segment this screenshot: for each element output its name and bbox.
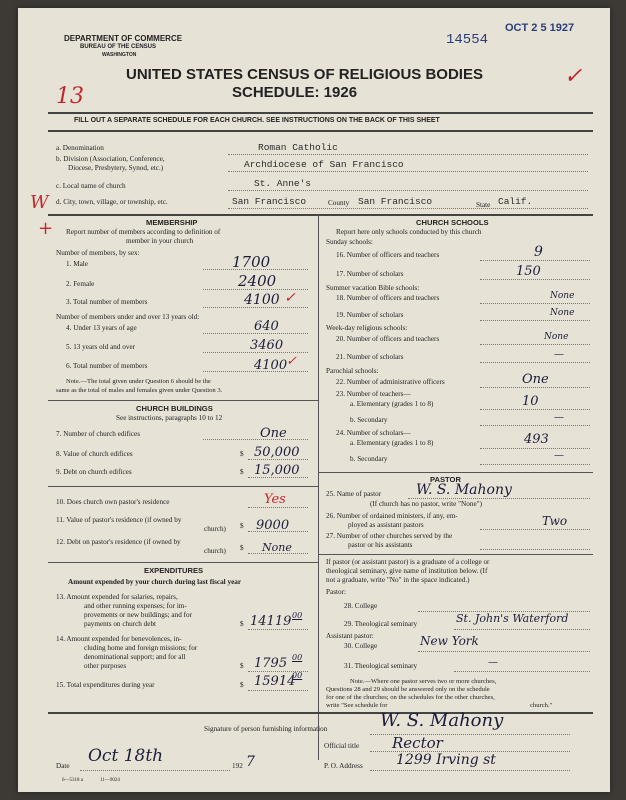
form-title: UNITED STATES CENSUS OF RELIGIOUS BODIES bbox=[126, 66, 483, 83]
division-value: Archdiocese of San Francisco bbox=[244, 159, 404, 170]
denomination-value: Roman Catholic bbox=[258, 142, 338, 153]
q14-cents: 00 bbox=[292, 653, 303, 662]
graduate-instructions: If pastor (or assistant pastor) is a graduate of a college or bbox=[326, 558, 490, 566]
summer-schools-label: Summer vacation Bible schools: bbox=[326, 284, 420, 292]
q28-label: 28. College bbox=[344, 602, 378, 610]
q21-label: 21. Number of scholars bbox=[336, 353, 404, 361]
q1-value: 1700 bbox=[232, 253, 271, 271]
date-label: Date bbox=[56, 762, 70, 770]
pastor-note-3: for one of the churches; on the schedules for the other churches, bbox=[326, 694, 495, 701]
department-label: DEPARTMENT OF COMMERCE bbox=[64, 34, 183, 43]
q23a-value: 10 bbox=[522, 394, 539, 409]
q5-value: 3460 bbox=[250, 338, 284, 353]
q2-value: 2400 bbox=[238, 272, 277, 290]
q15-dollar: $ bbox=[240, 681, 244, 689]
division-label: b. Division (Association, Conference, bbox=[56, 155, 165, 163]
city-value: San Francisco bbox=[232, 196, 307, 207]
membership-intro-2: member in your church bbox=[126, 237, 194, 245]
q19-value: None bbox=[550, 308, 575, 318]
q2-label: 2. Female bbox=[66, 280, 95, 288]
q24-label: 24. Number of scholars— bbox=[336, 429, 411, 437]
q14-label-4: other purposes bbox=[84, 662, 127, 670]
q3-check: ✓ bbox=[284, 290, 296, 306]
q4-value: 640 bbox=[254, 319, 279, 334]
membership-heading: MEMBERSHIP bbox=[146, 218, 198, 227]
pastor-note: Note.—Where one pastor serves two or more churches, bbox=[350, 678, 497, 685]
q25-hint: (If church has no pastor, write "None") bbox=[370, 500, 482, 508]
county-label: County bbox=[328, 199, 350, 207]
q26-label-2: ployed as assistant pastors bbox=[348, 521, 424, 529]
q16-label: 16. Number of officers and teachers bbox=[336, 251, 440, 259]
q23b-value: — bbox=[554, 412, 564, 423]
q11-label: 11. Value of pastor's residence (if owned by bbox=[56, 516, 182, 524]
age-label: Number of members under and over 13 years old: bbox=[56, 313, 200, 321]
q20-value: None bbox=[544, 332, 569, 342]
pastor-note-4: write "See schedule for bbox=[326, 702, 388, 709]
sunday-schools-label: Sunday schools: bbox=[326, 238, 373, 246]
city-label: WASHINGTON bbox=[102, 52, 137, 58]
q16-value: 9 bbox=[534, 244, 543, 260]
q18-label: 18. Number of officers and teachers bbox=[336, 294, 440, 302]
q24b-value: — bbox=[554, 450, 564, 461]
by-sex-label: Number of members, by sex: bbox=[56, 249, 140, 257]
q19-label: 19. Number of scholars bbox=[336, 311, 404, 319]
state-value: Calif. bbox=[498, 196, 533, 207]
q9-dollar: $ bbox=[240, 468, 244, 476]
received-date-stamp: OCT 2 5 1927 bbox=[505, 22, 575, 34]
form-subtitle: SCHEDULE: 1926 bbox=[232, 84, 358, 101]
q6-label: 6. Total number of members bbox=[66, 362, 148, 370]
graduate-instructions-3: not a graduate, write "No" in the space indicated.) bbox=[326, 576, 470, 584]
q30-value: New York bbox=[420, 634, 479, 648]
q17-label: 17. Number of scholars bbox=[336, 270, 404, 278]
bureau-label: BUREAU OF THE CENSUS bbox=[80, 44, 157, 50]
q15-value: 15914 bbox=[254, 674, 296, 689]
q10-label: 10. Does church own pastor's residence bbox=[56, 498, 170, 506]
q8-label: 8. Value of church edifices bbox=[56, 450, 133, 458]
q22-value: One bbox=[522, 372, 549, 387]
q14-label-2: cluding home and foreign missions; for bbox=[84, 644, 198, 652]
division-label-2: Diocese, Presbytery, Synod, etc.) bbox=[68, 164, 164, 172]
parochial-schools-label: Parochial schools: bbox=[326, 367, 379, 375]
membership-note: Note.—The total given under Question 6 should be the bbox=[66, 378, 211, 385]
q29-label: 29. Theological seminary bbox=[344, 620, 418, 628]
q17-value: 150 bbox=[516, 264, 541, 279]
q12-dollar: $ bbox=[240, 544, 244, 552]
church-name-value: St. Anne's bbox=[254, 178, 312, 189]
q9-value: 15,000 bbox=[254, 463, 300, 478]
q6-value: 4100 bbox=[254, 358, 288, 373]
q22-label: 22. Number of administrative officers bbox=[336, 378, 445, 386]
po-address-value: 1299 Irving st bbox=[396, 752, 496, 768]
census-schedule-sheet bbox=[18, 8, 610, 792]
q3-value: 4100 bbox=[244, 292, 280, 308]
year-suffix: 7 bbox=[246, 754, 255, 770]
form-instruction: FILL OUT A SEPARATE SCHEDULE FOR EACH CHURCH. SEE INSTRUCTIONS ON THE BACK OF THIS SHEET bbox=[74, 117, 440, 124]
membership-note-2: same as the total of males and females given under Question 3. bbox=[56, 387, 223, 394]
q31-label: 31. Theological seminary bbox=[344, 662, 418, 670]
q13-label-4: payments on church debt bbox=[84, 620, 157, 628]
q5-label: 5. 13 years old and over bbox=[66, 343, 136, 351]
q1-label: 1. Male bbox=[66, 260, 88, 268]
schedule-number: 14554 bbox=[446, 32, 489, 48]
q23-label: 23. Number of teachers— bbox=[336, 390, 411, 398]
q7-label: 7. Number of church edifices bbox=[56, 430, 141, 438]
q24b-label: b. Secondary bbox=[350, 455, 388, 463]
q3-label: 3. Total number of members bbox=[66, 298, 148, 306]
pastor-note-5: church." bbox=[530, 702, 553, 709]
q13-label-2: and other running expenses; for im- bbox=[84, 602, 187, 610]
form-code-2: 11—9024 bbox=[100, 778, 120, 783]
q11-label-2: church) bbox=[204, 525, 226, 533]
q15-cents: 00 bbox=[292, 671, 303, 680]
q24a-label: a. Elementary (grades 1 to 8) bbox=[350, 439, 434, 447]
q10-value: Yes bbox=[264, 492, 286, 507]
q27-label-2: pastor or his assistants bbox=[348, 541, 413, 549]
q25-value: W. S. Mahony bbox=[416, 482, 512, 498]
q23a-label: a. Elementary (grades 1 to 8) bbox=[350, 400, 434, 408]
q11-value: 9000 bbox=[256, 518, 290, 533]
weekday-schools-label: Week-day religious schools: bbox=[326, 324, 408, 332]
q23b-label: b. Secondary bbox=[350, 416, 388, 424]
q26-value: Two bbox=[542, 514, 568, 528]
margin-plus-mark: + bbox=[38, 218, 54, 239]
q9-label: 9. Debt on church edifices bbox=[56, 468, 132, 476]
q4-label: 4. Under 13 years of age bbox=[66, 324, 137, 332]
q8-dollar: $ bbox=[240, 450, 244, 458]
q14-value: 1795 bbox=[254, 656, 288, 671]
q14-dollar: $ bbox=[240, 662, 244, 670]
q24a-value: 493 bbox=[524, 432, 549, 447]
expenditures-heading: EXPENDITURES bbox=[144, 566, 204, 575]
q26-label: 26. Number of ordained ministers, if any, em- bbox=[326, 512, 458, 520]
q15-label: 15. Total expenditures during year bbox=[56, 681, 155, 689]
q29-value: St. John's Waterford bbox=[456, 612, 569, 625]
q12-label: 12. Debt on pastor's residence (if owned by bbox=[56, 538, 181, 546]
q8-value: 50,000 bbox=[254, 445, 300, 460]
date-value: Oct 18th bbox=[88, 746, 164, 766]
graduate-instructions-2: theological seminary, give name of institution below. (If bbox=[326, 567, 488, 575]
q13-label-3: provements or new buildings; and for bbox=[84, 611, 192, 619]
margin-number: 13 bbox=[56, 84, 84, 109]
pastor-subheading: Pastor: bbox=[326, 588, 346, 596]
denomination-label: a. Denomination bbox=[56, 144, 104, 152]
q14-label-3: denominational support; and for all bbox=[84, 653, 186, 661]
q21-value: — bbox=[554, 349, 564, 360]
buildings-instructions: See instructions, paragraphs 10 to 12 bbox=[116, 414, 223, 422]
q25-label: 25. Name of pastor bbox=[326, 490, 382, 498]
signature-label: Signature of person furnishing information bbox=[204, 725, 328, 733]
q11-dollar: $ bbox=[240, 522, 244, 530]
margin-w-mark: W bbox=[30, 192, 49, 213]
q13-cents: 00 bbox=[292, 611, 303, 620]
city-label-row: d. City, town, village, or township, etc. bbox=[56, 198, 168, 206]
schools-heading: CHURCH SCHOOLS bbox=[416, 218, 489, 227]
pastor-heading: PASTOR bbox=[430, 475, 461, 484]
county-value: San Francisco bbox=[358, 196, 433, 207]
q13-label: 13. Amount expended for salaries, repairs, bbox=[56, 593, 178, 601]
year-prefix: 192 bbox=[232, 762, 243, 770]
check-mark: ✓ bbox=[564, 64, 583, 89]
q13-value: 14119 bbox=[250, 614, 292, 629]
q12-label-2: church) bbox=[204, 547, 226, 555]
q31-value: — bbox=[488, 657, 498, 668]
signature-value: W. S. Mahony bbox=[380, 710, 504, 731]
q12-value: None bbox=[262, 541, 292, 554]
assistant-pastor-subheading: Assistant pastor: bbox=[326, 632, 374, 640]
form-code: 6—5318 a bbox=[62, 778, 83, 783]
q6-check: ✓ bbox=[286, 354, 297, 369]
schools-intro: Report here only schools conducted by this church bbox=[336, 228, 482, 236]
state-label: State bbox=[476, 201, 491, 209]
q18-value: None bbox=[550, 291, 575, 301]
q30-label: 30. College bbox=[344, 642, 378, 650]
q20-label: 20. Number of officers and teachers bbox=[336, 335, 440, 343]
q27-label: 27. Number of other churches served by the bbox=[326, 532, 453, 540]
q7-value: One bbox=[260, 426, 287, 441]
pastor-note-2: Questions 28 and 29 should be answered only on the schedule bbox=[326, 686, 490, 693]
official-title-label: Official title bbox=[324, 742, 360, 750]
membership-intro: Report number of members according to definition of bbox=[66, 228, 221, 236]
expenditures-subheading: Amount expended by your church during last fiscal year bbox=[68, 578, 242, 586]
buildings-heading: CHURCH BUILDINGS bbox=[136, 404, 213, 413]
church-name-label: c. Local name of church bbox=[56, 182, 126, 190]
official-title-value: Rector bbox=[392, 734, 443, 752]
q14-label: 14. Amount expended for benevolences, in- bbox=[56, 635, 182, 643]
po-address-label: P. O. Address bbox=[324, 762, 363, 770]
q13-dollar: $ bbox=[240, 620, 244, 628]
